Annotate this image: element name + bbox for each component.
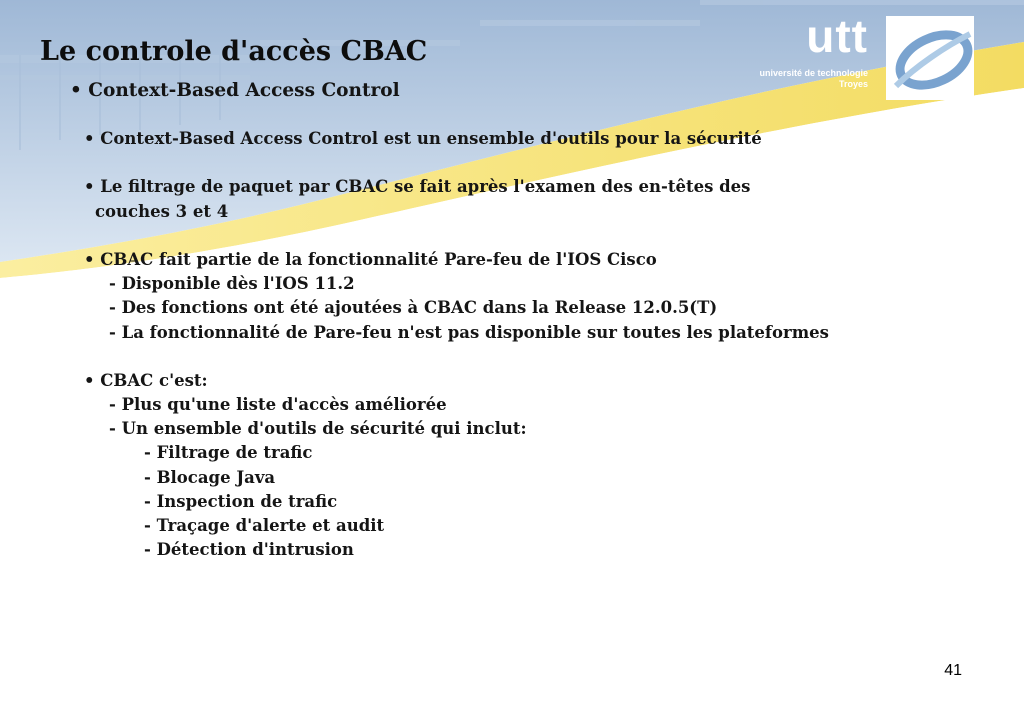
sub-item: - La fonctionnalité de Pare-feu n'est pas disponible sur toutes les plateformes [109,322,829,342]
bullet-line: • Le filtrage de paquet par CBAC se fait après l'examen des en-têtes des [84,177,751,197]
logo-name: utt [806,10,868,62]
sub-sub-item: - Détection d'intrusion [144,540,354,560]
logo-line1: université de technologie [759,68,868,78]
logo-line2: Troyes [838,79,868,89]
logo-emblem [886,16,974,100]
sub-sub-item: - Blocage Java [144,467,276,487]
logo-wordmark [728,10,868,90]
emblem-icon [886,16,974,100]
bullet-line: • Context-Based Access Control est un ensemble d'outils pour la sécurité [84,129,762,148]
page-number: 41 [944,662,962,679]
sub-sub-item: - Filtrage de trafic [144,443,313,463]
slide-title: Le controle d'accès CBAC [40,36,428,67]
sub-item: - Disponible dès l'IOS 11.2 [109,274,355,294]
slide-body [84,127,984,562]
sub-item: - Un ensemble d'outils de sécurité qui inclut: [109,419,527,439]
sub-item: - Plus qu'une liste d'accès améliorée [109,395,447,415]
bullet-line-continued: couches 3 et 4 [95,201,229,221]
bullet-line: • CBAC fait partie de la fonctionnalité Pare-feu de l'IOS Cisco [84,249,657,269]
sub-sub-item: - Inspection de trafic [144,491,338,511]
bullet-line: • CBAC c'est: [84,370,208,390]
sub-sub-item: - Traçage d'alerte et audit [144,516,385,535]
sub-item: - Des fonctions ont été ajoutées à CBAC dans la Release 12.0.5(T) [109,298,718,318]
slide-subtitle: • Context-Based Access Control [70,80,400,101]
utt-logo [728,10,976,100]
